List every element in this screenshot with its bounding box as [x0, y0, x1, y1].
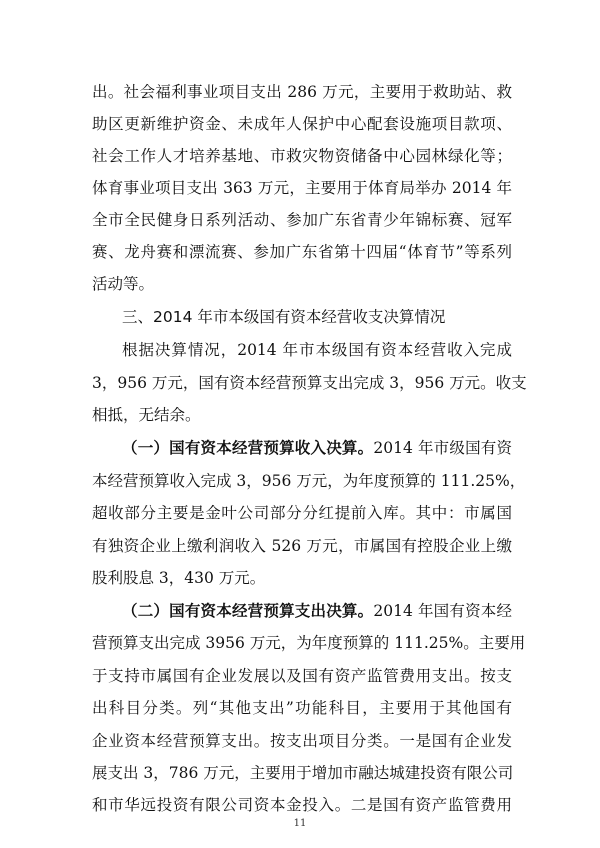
expense-subheading: （二）国有资本经营预算支出决算。: [122, 602, 374, 620]
income-subheading: （一）国有资本经营预算收入决算。: [122, 439, 374, 457]
expense-first-line: [122, 600, 512, 622]
text-line: 体育事业项目支出 363 万元，主要用于体育局举办 2014 年: [92, 179, 512, 197]
text-line: 出科目分类。列“其他支出”功能科目，主要用于其他国有: [92, 699, 512, 717]
text-line: 社会工作人才培养基地、市救灾物资储备中心园林绿化等；: [92, 147, 512, 165]
text-line: 全市全民健身日系列活动、参加广东省青少年锦标赛、冠军: [92, 211, 512, 229]
text-line: 股利股息 3，430 万元。: [92, 569, 266, 587]
text-line: 本经营预算收入完成 3，956 万元，为年度预算的 111.25%，: [92, 472, 526, 490]
text-line: 有独资企业上缴利润收入 526 万元，市属国有控股企业上缴: [92, 537, 512, 555]
text-line: 相抵，无结余。: [92, 406, 201, 424]
text-line: 3，956 万元，国有资本经营预算支出完成 3，956 万元。收支: [92, 374, 527, 392]
income-first-line: [122, 437, 512, 459]
text-line: 助区更新维护资金、未成年人保护中心配套设施项目款项、: [92, 115, 512, 133]
text-line: 活动等。: [92, 275, 155, 293]
income-first-rest: 2014 年市级国有资: [373, 439, 512, 457]
text-line: 营预算支出完成 3956 万元，为年度预算的 111.25%。主要用: [92, 634, 526, 652]
text-line: 超收部分主要是金叶公司部分分红提前入库。其中：市属国: [92, 504, 512, 522]
text-line: 展支出 3，786 万元，主要用于增加市融达城建投资有限公司: [92, 764, 514, 782]
text-line: 根据决算情况，2014 年市本级国有资本经营收入完成: [122, 341, 512, 359]
page-number: 11: [293, 818, 307, 829]
text-line: 赛、龙舟赛和漂流赛、参加广东省第十四届“体育节”等系列: [92, 243, 512, 261]
text-line: 企业资本经营预算支出。按支出项目分类。一是国有企业发: [92, 732, 512, 750]
text-line: 和市华远投资有限公司资本金投入。二是国有资产监管费用: [92, 796, 512, 814]
section-heading: 三、2014 年市本级国有资本经营收支决算情况: [122, 308, 446, 326]
text-line: 出。社会福利事业项目支出 286 万元，主要用于救助站、救: [92, 83, 512, 101]
text-line: 于支持市属国有企业发展以及国有资产监管费用支出。按支: [92, 667, 512, 685]
expense-first-rest: 2014 年国有资本经: [373, 602, 512, 620]
